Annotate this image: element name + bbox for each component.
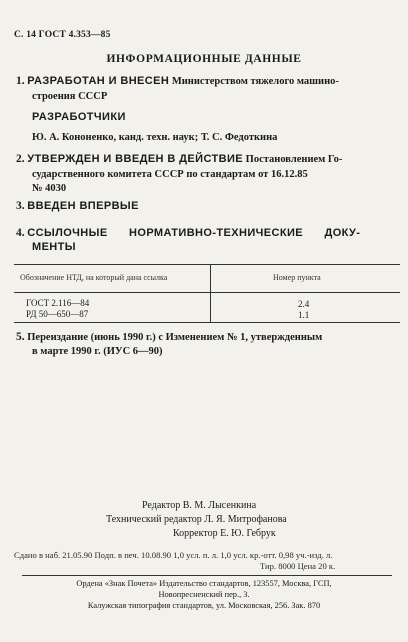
section-number: 5. <box>16 331 25 343</box>
section-3 <box>16 199 139 214</box>
developers-list: Ю. А. Кононенко, канд. техн. наук; Т. С. Федоткина <box>32 132 278 143</box>
section-text: Переиздание (июнь 1990 г.) с Изменением № 1, утвержденным <box>27 332 323 343</box>
developers-heading: РАЗРАБОТЧИКИ <box>32 111 126 123</box>
section-4 <box>16 226 360 241</box>
section-number: 4. <box>16 227 25 239</box>
section-heading: УТВЕРЖДЕН И ВВЕДЕН В ДЕЙСТВИЕ <box>27 153 244 165</box>
section-5 <box>16 330 322 345</box>
table-header-clause: Номер пункта <box>273 273 321 282</box>
imprint-address: Новопресненский пер., 3. <box>158 590 250 599</box>
table-cell-document: РД 50—650—87 <box>26 309 89 319</box>
imprint-publisher: Ордена «Знак Почета» Издательство стандартов, 123557, Москва, ГСП, <box>76 579 332 588</box>
section-2-text-cont: сударственного комитета СССР по стандартам от 16.12.85 <box>32 169 308 180</box>
table-top-rule <box>14 264 400 265</box>
print-specs: Сдано в наб. 21.05.90 Подп. в печ. 10.08.90 1,0 усл. п. л. 1,0 усл. кр.-отт. 0,98 уч.-изд. л. <box>14 550 333 560</box>
section-heading: ССЫЛОЧНЫЕ НОРМАТИВНО-ТЕХНИЧЕСКИЕ ДОКУ- <box>27 227 361 239</box>
table-cell-clause: 1.1 <box>298 310 310 320</box>
section-5-text-cont: в марте 1990 г. (ИУС 6—90) <box>32 346 163 357</box>
credit-proofreader: Корректор Е. Ю. Гебрук <box>173 528 276 539</box>
table-column-divider <box>210 264 211 322</box>
print-run-price: Тир. 8000 Цена 20 к. <box>260 561 336 571</box>
table-cell-document: ГОСТ 2.116—84 <box>26 298 90 308</box>
section-1-text-cont: строения СССР <box>32 91 108 102</box>
section-number: 1. <box>16 75 25 87</box>
imprint-printer: Калужская типография стандартов, ул. Московская, 256. Зак. 870 <box>87 601 321 610</box>
page-title: ИНФОРМАЦИОННЫЕ ДАННЫЕ <box>106 53 302 65</box>
section-text: Постановлением Го- <box>245 154 343 165</box>
credit-editor: Редактор В. М. Лысенкина <box>142 500 257 511</box>
imprint-rule <box>22 575 392 576</box>
section-number: 2. <box>16 153 25 165</box>
table-cell-clause: 2.4 <box>298 299 310 309</box>
credit-technical-editor: Технический редактор Л. Я. Митрофанова <box>106 514 287 525</box>
section-1 <box>16 74 339 89</box>
section-2-text-cont2: № 4030 <box>32 183 67 194</box>
page-header: С. 14 ГОСТ 4.353—85 <box>14 30 111 40</box>
section-text: Министерством тяжелого машино- <box>171 76 339 87</box>
table-bottom-rule <box>14 322 400 323</box>
section-heading: РАЗРАБОТАН И ВНЕСЕН <box>27 75 170 87</box>
section-4-heading-cont: МЕНТЫ <box>32 241 76 253</box>
table-header-rule <box>14 292 400 293</box>
section-heading: ВВЕДЕН ВПЕРВЫЕ <box>27 200 139 212</box>
section-2 <box>16 152 342 167</box>
table-header-document: Обозначение НТД, на который дана ссылка <box>20 273 168 282</box>
section-number: 3. <box>16 200 25 212</box>
